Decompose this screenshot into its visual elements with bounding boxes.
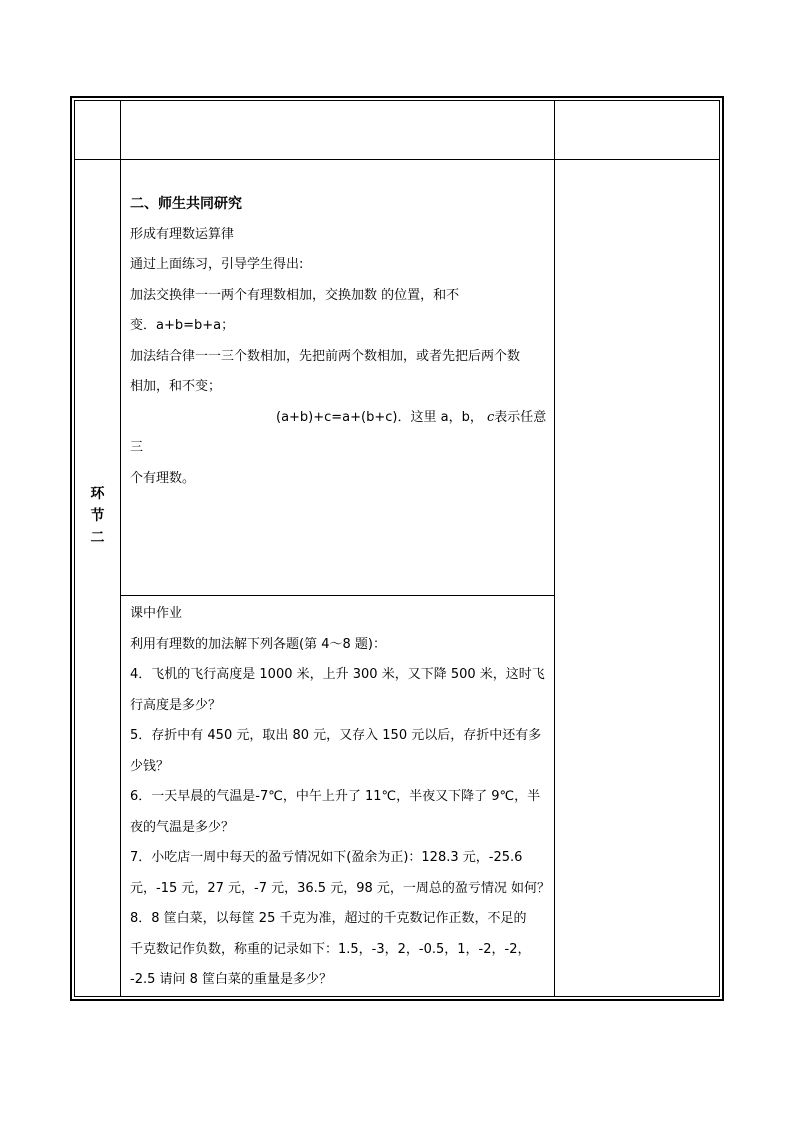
section1-line-6: 相加，和不变； (130, 379, 222, 394)
section1-formula-line (130, 403, 556, 464)
section2-line-3: 行高度是多少？ (130, 697, 222, 713)
formula-variable-c: c (486, 409, 495, 425)
section1-line-5: 加法结合律一一三个数相加，先把前两个数相加，或者先把后两个数 (130, 348, 521, 364)
section2-line-10: 8．8 筐白菜，以每筐 25 千克为准，超过的千克数记作正数，不足的 (130, 911, 527, 926)
section-label-char-2: 节 (90, 508, 105, 524)
column-divider-label (120, 101, 121, 996)
section1-line-2: 通过上面练习，引导学生得出: (130, 257, 304, 272)
section2-line-4: 5．存折中有 450 元，取出 80 元，又存入 150 元以后，存折中还有多 (130, 728, 542, 743)
section1-last-line: 个有理数。 (130, 470, 196, 486)
section-label-char-1: 环 (90, 486, 105, 502)
lesson-table (70, 96, 724, 1001)
row-divider-header (75, 159, 719, 160)
section2-line-12: -2.5 请问 8 筐白菜的重量是多少？ (130, 972, 333, 987)
section2-line-11: 千克数记作负数，称重的记录如下：1.5，-3，2，-0.5，1，-2，-2， (130, 941, 531, 957)
section1-line-3: 加法交换律一一两个有理数相加，交换加数 的位置，和不 (130, 287, 460, 303)
section-label-cell (75, 159, 120, 996)
section2-line-2: 4．飞机的飞行高度是 1000 米，上升 300 米，又下降 500 米，这时飞 (130, 667, 545, 682)
section2-line-5: 少钱？ (130, 758, 170, 774)
section2-line-9: 元，-15 元，27 元，-7 元，36.5 元，98 元，一周总的盈亏情况 如何？ (130, 880, 551, 896)
section2-title: 课中作业 (130, 606, 183, 621)
section1-line-4: 变．a+b=b+a； (130, 318, 235, 333)
section-label-char-3: 二 (90, 530, 105, 546)
formula-tail: 表示任意三 (130, 409, 547, 455)
section2-line-7: 夜的气温是多少？ (130, 819, 235, 835)
section2-line-1: 利用有理数的加法解下列各题(第 4～8 题)： (130, 636, 386, 652)
table-inner-border (74, 100, 720, 997)
section-label (75, 483, 120, 549)
formula-text: (a+b)+c=a+(b+c)．这里 a，b， (276, 409, 483, 425)
section2-line-6: 6．一天早晨的气温是-7℃，中午上升了 11℃，半夜又下降了 9℃，半 (130, 789, 541, 804)
section1-content (130, 189, 556, 494)
section1-title: 二、师生共同研究 (130, 196, 242, 212)
row-divider-content (120, 595, 554, 596)
section1-line-1: 形成有理数运算律 (130, 226, 235, 242)
section2-content (130, 599, 556, 996)
section2-line-8: 7．小吃店一周中每天的盈亏情况如下(盈余为正)：128.3 元，-25.6 (130, 850, 523, 865)
